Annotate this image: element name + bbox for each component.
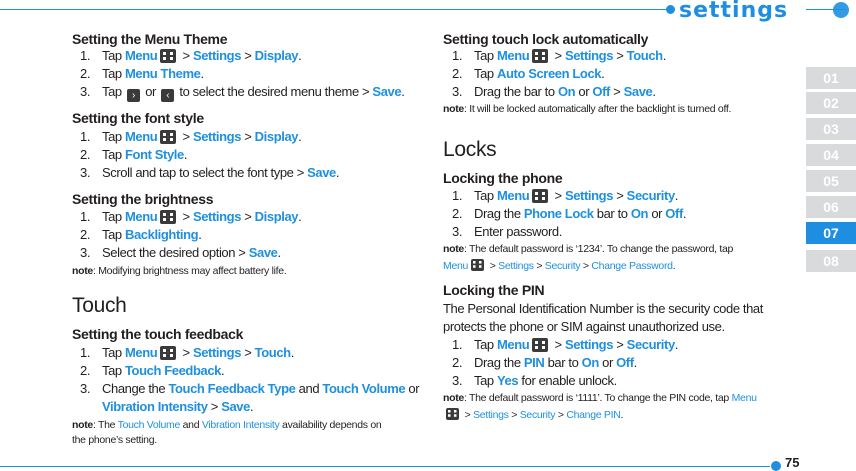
chapter-tab-01[interactable]: 01: [806, 67, 856, 89]
menu-grid-icon: [160, 210, 176, 224]
touch-section-title: Touch: [72, 294, 127, 317]
brightness-heading: Setting the brightness: [72, 191, 214, 207]
menu-grid-icon: [160, 130, 176, 144]
header-dot-left: [666, 5, 675, 14]
lock-pin-desc-1: The Personal Identification Number is the security code that: [443, 301, 763, 316]
touch-lock-step-2: 2. Tap Auto Screen Lock.: [452, 66, 605, 81]
brightness-step-2: 2. Tap Backlighting.: [80, 227, 202, 242]
menu-theme-heading: Setting the Menu Theme: [72, 31, 228, 47]
touch-note-line-2: the phone’s setting.: [72, 434, 157, 446]
menu-grid-icon: [532, 49, 548, 63]
font-style-step-3: 3. Scroll and tap to select the font type > Save.: [80, 165, 340, 180]
touch-feedback-step-2: 2. Tap Touch Feedback.: [80, 363, 225, 378]
touch-lock-heading: Setting touch lock automatically: [443, 31, 649, 47]
arrow-right-icon: ›: [127, 89, 140, 102]
lock-pin-note: note: The default password is ‘1111’. To change the PIN code, tap Menu: [443, 392, 757, 404]
menu-theme-step-2: 2. Tap Menu Theme.: [80, 66, 204, 81]
chapter-tab-08[interactable]: 08: [806, 250, 856, 272]
footer-dot: [771, 461, 781, 471]
touch-lock-step-1: 1. Tap Menu > Settings > Touch.: [452, 48, 666, 63]
font-style-heading: Setting the font style: [72, 110, 204, 126]
menu-grid-icon: [160, 49, 176, 63]
lock-pin-step-2: 2. Drag the PIN bar to On or Off.: [452, 355, 637, 370]
chapter-tab-04[interactable]: 04: [806, 144, 856, 166]
menu-grid-icon: [532, 338, 548, 352]
lock-pin-heading: Locking the PIN: [443, 282, 545, 298]
chapter-tab-03[interactable]: 03: [806, 118, 856, 140]
footer-rule: [0, 466, 770, 467]
brightness-note: note: Modifying brightness may affect battery life.: [72, 265, 287, 277]
lock-phone-step-1: 1. Tap Menu > Settings > Security.: [452, 188, 678, 203]
brightness-step-3: 3. Select the desired option > Save.: [80, 245, 281, 260]
touch-feedback-heading: Setting the touch feedback: [72, 326, 244, 342]
lock-phone-note: note: The default password is ‘1234’. To change the password, tap: [443, 243, 734, 255]
lock-pin-desc-2: protects the phone or SIM against unauthorized use.: [443, 319, 725, 334]
chapter-tab-02[interactable]: 02: [806, 92, 856, 114]
menu-theme-step-3: 3. Tap › or ‹ to select the desired menu theme > Save.: [80, 84, 405, 101]
page-number: 75: [785, 455, 800, 470]
lock-phone-step-2: 2. Drag the Phone Lock bar to On or Off.: [452, 206, 687, 221]
touch-feedback-step-1: 1. Tap Menu > Settings > Touch.: [80, 345, 294, 360]
lock-pin-step-3: 3. Tap Yes for enable unlock.: [452, 373, 617, 388]
touch-note: note: The Touch Volume and Vibration Intensity availability depends on: [72, 419, 382, 431]
chapter-tab-07[interactable]: 07: [806, 222, 856, 244]
lock-pin-note-line-2: > Settings > Security > Change PIN.: [443, 408, 623, 421]
header-title: settings: [679, 0, 789, 23]
chapter-tab-06[interactable]: 06: [806, 196, 856, 218]
header-dot-right: [833, 2, 849, 18]
menu-theme-step-1: 1. Tap Menu > Settings > Display.: [80, 48, 302, 63]
chapter-tab-05[interactable]: 05: [806, 170, 856, 192]
menu-grid-icon: [446, 408, 459, 420]
touch-lock-step-3: 3. Drag the bar to On or Off > Save.: [452, 84, 656, 99]
header-rule-left: [0, 9, 670, 10]
menu-grid-icon: [471, 259, 484, 271]
menu-grid-icon: [160, 346, 176, 360]
touch-feedback-step-3-cont: Vibration Intensity > Save.: [102, 399, 254, 414]
brightness-step-1: 1. Tap Menu > Settings > Display.: [80, 209, 302, 224]
touch-feedback-step-3: 3. Change the Touch Feedback Type and Touch Volume or: [80, 381, 420, 396]
lock-phone-heading: Locking the phone: [443, 170, 563, 186]
lock-phone-note-line-2: Menu > Settings > Security > Change Password.: [443, 260, 676, 272]
locks-section-title: Locks: [443, 138, 497, 161]
lock-phone-step-3: 3. Enter password.: [452, 224, 562, 239]
menu-grid-icon: [532, 189, 548, 203]
lock-pin-step-1: 1. Tap Menu > Settings > Security.: [452, 337, 678, 352]
arrow-left-icon: ‹: [161, 89, 174, 102]
font-style-step-1: 1. Tap Menu > Settings > Display.: [80, 129, 302, 144]
font-style-step-2: 2. Tap Font Style.: [80, 147, 188, 162]
touch-lock-note: note: It will be locked automatically after the backlight is turned off.: [443, 103, 732, 115]
